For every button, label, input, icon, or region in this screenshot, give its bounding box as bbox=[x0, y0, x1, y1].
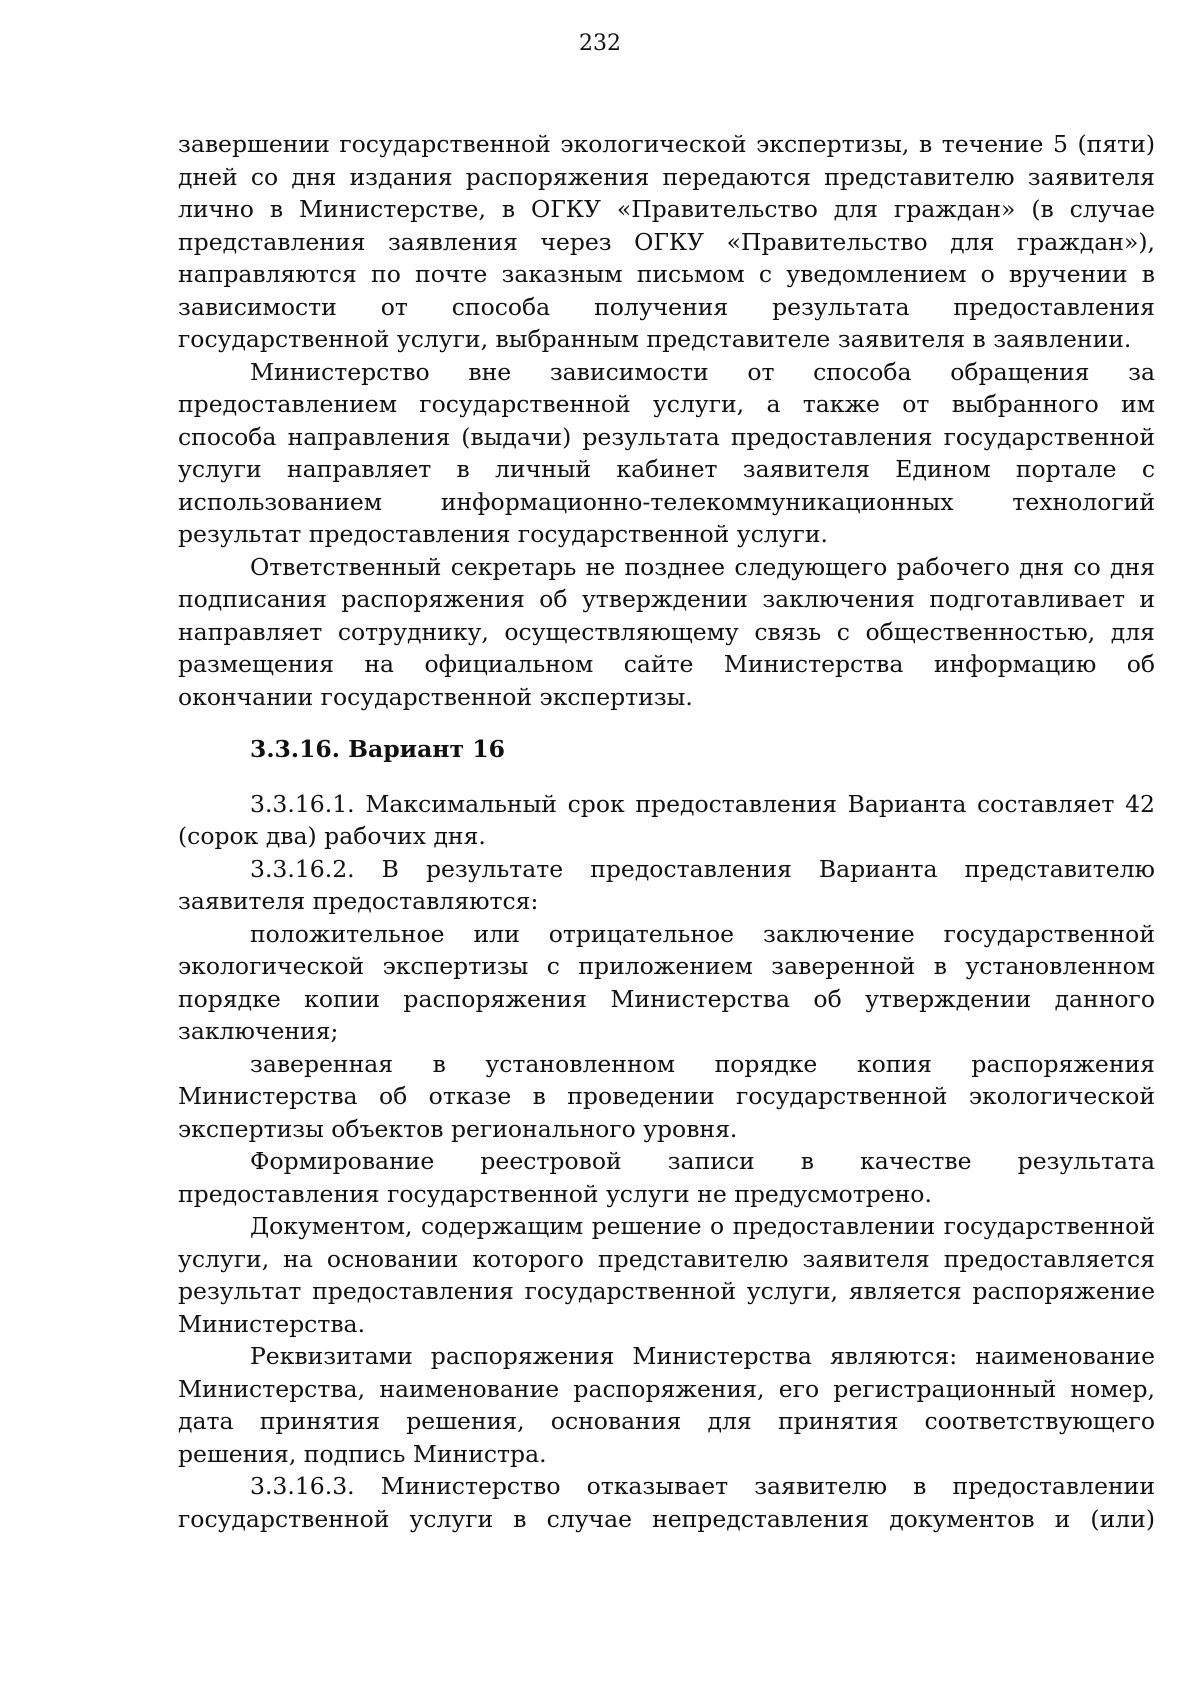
paragraph: Ответственный секретарь не позднее следующего рабочего дня со дня подписания распоряжения об утверждении заключения подготавливает и направляет сотруднику, осуществляющему связь с общественностью, для размещения на официальном сайте Министерства информацию об окончании государственной экспертизы. bbox=[178, 552, 1155, 711]
page-number: 232 bbox=[579, 31, 621, 56]
section-heading: 3.3.16. Вариант 16 bbox=[250, 735, 505, 763]
paragraph: Министерство вне зависимости от способа обращения за предоставлением государственной услуги, а также от выбранного им способа направления (выдачи) результата предоставления государственной услуги направляет в личный кабинет заявителя Едином портале с использованием информационно-телекоммуникационных технологий результат предоставления государственной услуги. bbox=[178, 357, 1155, 548]
paragraph: Реквизитами распоряжения Министерства являются: наименование Министерства, наименование распоряжения, его регистрационный номер, дата принятия решения, основания для принятия соответствующего решения, подпись Министра. bbox=[178, 1342, 1155, 1468]
document-body bbox=[178, 128, 1155, 1535]
list-item: заверенная в установленном порядке копия распоряжения Министерства об отказе в проведении государственной экологической экспертизы объектов регионального уровня. bbox=[178, 1049, 1155, 1143]
paragraph: 3.3.16.2. В результате предоставления Варианта представителю заявителя предоставляются: bbox=[178, 854, 1155, 915]
paragraph: Документом, содержащим решение о предоставлении государственной услуги, на основании которого представителю заявителя предоставляется результат предоставления государственной услуги, является распоряжение Министерства. bbox=[178, 1212, 1155, 1338]
paragraph: завершении государственной экологической экспертизы, в течение 5 (пяти) дней со дня издания распоряжения передаются представителю заявителя лично в Министерстве, в ОГКУ «Правительство для граждан» (в случае представления заявления через ОГКУ «Правительство для граждан»), направляются по почте заказным письмом с уведомлением о вручении в зависимости от способа получения результата предоставления государственной услуги, выбранным представителе заявителя в заявлении. bbox=[178, 130, 1155, 353]
paragraph: 3.3.16.3. Министерство отказывает заявителю в предоставлении государственной услуги в случае непредставления документов и (или) bbox=[178, 1472, 1155, 1533]
list-item: положительное или отрицательное заключение государственной экологической экспертизы с приложением заверенной в установленном порядке копии распоряжения Министерства об утверждении данного заключения; bbox=[178, 919, 1155, 1045]
paragraph: Формирование реестровой записи в качестве результата предоставления государственной услуги не предусмотрено. bbox=[178, 1147, 1155, 1208]
paragraph: 3.3.16.1. Максимальный срок предоставления Варианта составляет 42 (сорок два) рабочих дня. bbox=[178, 789, 1155, 850]
